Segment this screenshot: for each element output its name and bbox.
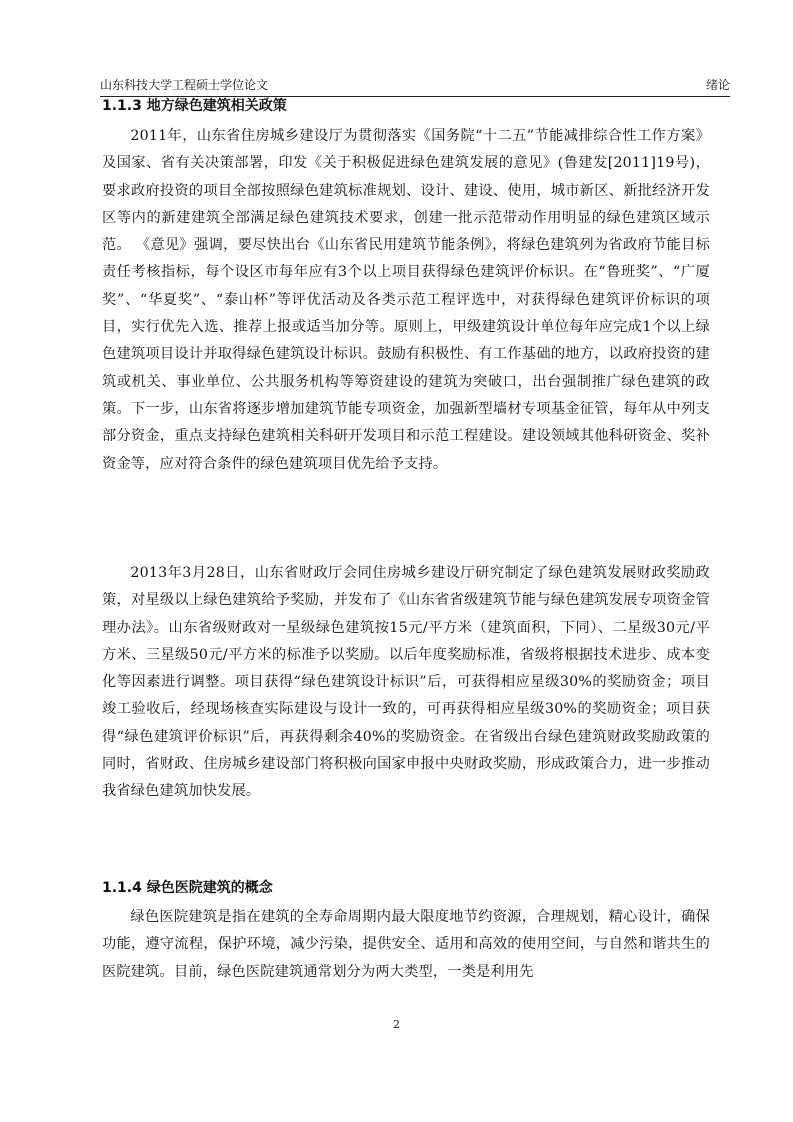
header-thesis-title: 山东科技大学工程硕士学位论文 (100, 78, 269, 92)
paragraph: 绿色医院建筑是指在建筑的全寿命周期内最大限度地节约资源，合理规划，精心设计，确保功能，遵守流程，保护环境，减少污染，提供安全、适用和高效的使用空间，与自然和谐共生的医院建筑。目前，绿色医院建筑通常划分为两大类型，一类是利用先 (102, 909, 710, 980)
paragraph: 2013年3月28日，山东省财政厅会同住房城乡建设厅研究制定了绿色建筑发展财政奖励政策，对星级以上绿色建筑给予奖励，并发布了《山东省省级建筑节能与绿色建筑发展专项资金管理办法》。山东省级财政对一星级绿色建筑按15元/平方米（建筑面积，下同）、二星级30元/平方米、三星级50元/平方米的标准予以奖励。以后年度奖励标准，省级将根据技术进步、成本变化等因素进行调整。项目获得“绿色建筑设计标识”后，可获得相应星级30%的奖励资金；项目竣工验收后，经现场核查实际建设与设计一致的，可再获得相应星级30%的奖励资金；项目获得“绿色建筑评价标识”后，再获得剩余40%的奖励资金。在省级出台绿色建筑财政奖励政策的同时，省财政、住房城乡建设部门将积极向国家申报中央财政奖励，形成政策合力，进一步推动我省绿色建筑加快发展。 (102, 565, 710, 800)
section-title: 1.1.4 绿色医院建筑的概念 (102, 880, 273, 896)
header-chapter-name: 绪论 (705, 78, 730, 92)
page-header (100, 76, 730, 97)
paragraph: 2011年，山东省住房城乡建设厅为贯彻落实《国务院“十二五”节能减排综合性工作方案》及国家、省有关决策部署，印发《关于积极促进绿色建筑发展的意见》(鲁建发[2011]19号)，要求政府投资的项目全部按照绿色建筑标准规划、设计、建设、使用，城市新区、新批经济开发区等内的新建建筑全部满足绿色建筑技术要求，创建一批示范带动作用明显的绿色建筑区域示范。 《意见》强调，要尽快出台《山东省民用建筑节能条例》，将绿色建筑列为省政府节能目标责任考核指标，每个设区市每年应有3个以上项目获得绿色建筑评价标识。在“鲁班奖”、“广厦奖”、“华夏奖”、“泰山杯”等评优活动及各类示范工程评选中，对获得绿色建筑评价标识的项目，实行优先入选、推荐上报或适当加分等。原则上，甲级建筑设计单位每年应完成1个以上绿色建筑项目设计并取得绿色建筑设计标识。鼓励有积极性、有工作基础的地方，以政府投资的建筑或机关、事业单位、公共服务机构等筹资建设的建筑为突破口，出台强制推广绿色建筑的政策。下一步，山东省将逐步增加建筑节能专项资金，加强新型墙材专项基金征管，每年从中列支部分资金，重点支持绿色建筑相关科研开发项目和示范工程建设。建设领域其他科研资金、奖补资金等，应对符合条件的绿色建筑项目优先给予支持。 (102, 128, 710, 472)
section-title: 1.1.3 地方绿色建筑相关政策 (102, 98, 287, 114)
page-number: 2 (393, 1018, 400, 1031)
